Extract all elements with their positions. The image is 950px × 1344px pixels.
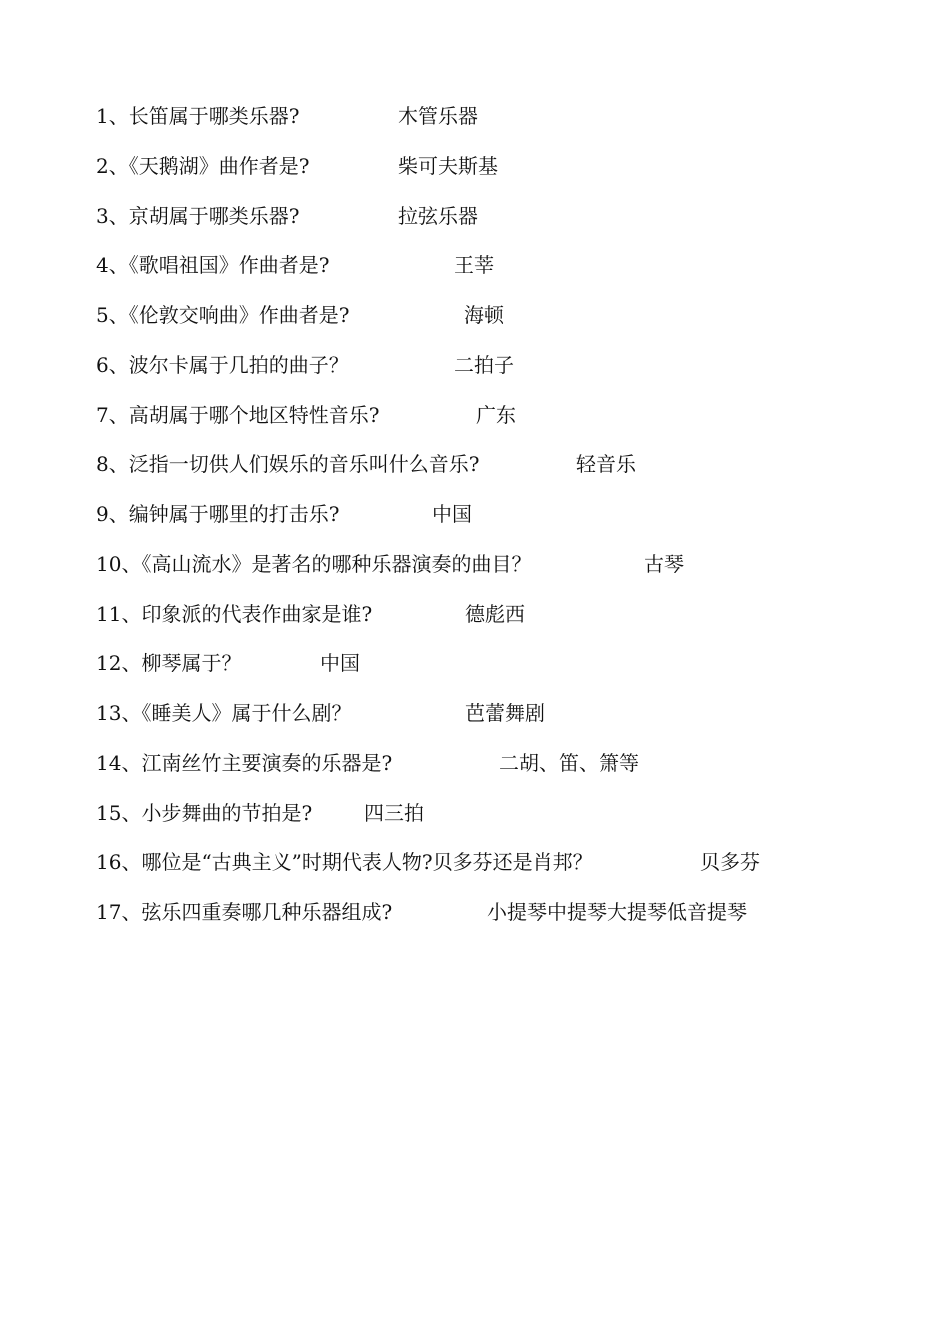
qa-item [96,347,896,397]
qa-item [96,198,896,248]
answer-text: 王莘 [454,253,494,278]
question-text: 7、高胡属于哪个地区特性音乐? [96,402,380,427]
qa-item [96,297,896,347]
qa-item [96,844,896,894]
qa-item [96,745,896,795]
qa-item [96,148,896,198]
answer-text: 广东 [476,402,516,427]
answer-text: 小提琴中提琴大提琴低音提琴 [487,900,747,924]
question-text: 17、弦乐四重奏哪几种乐器组成? [96,900,393,924]
question-text: 6、波尔卡属于几拍的曲子？ [96,352,349,377]
answer-text: 拉弦乐器 [398,203,478,228]
answer-text: 二拍子 [454,352,514,377]
answer-text: 轻音乐 [576,452,636,477]
question-text: 3、京胡属于哪类乐器? [96,203,300,228]
answer-text: 芭蕾舞剧 [465,701,545,725]
answer-text: 中国 [320,651,360,676]
answer-text: 四三拍 [364,800,424,825]
answer-text: 二胡、笛、箫等 [499,750,639,775]
qa-item [96,894,896,944]
question-text: 9、编钟属于哪里的打击乐? [96,502,340,526]
question-text: 2、《天鹅湖》曲作者是? [96,153,310,178]
question-text: 10、《高山流水》是著名的哪种乐器演奏的曲目？ [96,551,532,576]
question-text: 12、柳琴属于？ [96,651,242,676]
question-text: 15、小步舞曲的节拍是? [96,800,313,825]
qa-item [96,795,896,845]
qa-item [96,596,896,646]
answer-text: 古琴 [644,551,684,576]
answer-text: 德彪西 [465,601,525,626]
qa-list [96,98,896,944]
question-text: 14、江南丝竹主要演奏的乐器是? [96,750,393,775]
qa-item [96,397,896,447]
answer-text: 中国 [432,502,472,526]
qa-item [96,695,896,745]
question-text: 13、《睡美人》属于什么剧？ [96,701,352,725]
question-text: 16、哪位是“古典主义”时期代表人物?贝多芬还是肖邦？ [96,850,593,875]
qa-item [96,98,896,148]
answer-text: 木管乐器 [398,104,478,128]
question-text: 8、泛指一切供人们娱乐的音乐叫什么音乐? [96,452,480,477]
qa-item [96,247,896,297]
question-text: 4、《歌唱祖国》作曲者是? [96,253,330,278]
answer-text: 贝多芬 [700,850,760,875]
answer-text: 海顿 [464,303,504,327]
qa-item [96,645,896,695]
question-text: 5、《伦敦交响曲》作曲者是? [96,303,350,327]
qa-item [96,546,896,596]
qa-item [96,496,896,546]
answer-text: 柴可夫斯基 [398,153,498,178]
question-text: 11、印象派的代表作曲家是谁? [96,601,373,626]
question-text: 1、长笛属于哪类乐器? [96,104,300,128]
qa-item [96,446,896,496]
